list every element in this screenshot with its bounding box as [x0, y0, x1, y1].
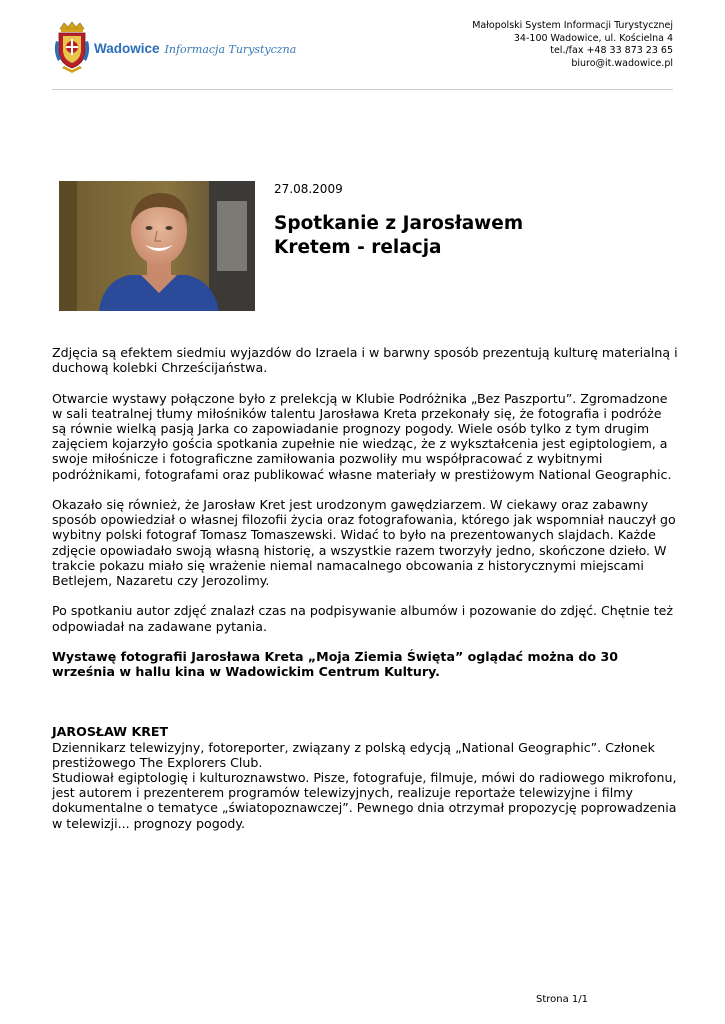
bio-name: JAROSŁAW KRET	[52, 724, 169, 740]
author-bio	[52, 724, 678, 830]
logo[interactable]	[52, 20, 296, 76]
contact-organization: Małopolski System Informacji Turystycznej	[472, 20, 673, 31]
article-photo	[59, 181, 255, 311]
portrait-image	[59, 181, 255, 311]
article-title: Spotkanie z Jarosławem Kretem - relacja	[274, 213, 524, 258]
paragraph: Okazało się również, że Jarosław Kret jest urodzonym gawędziarzem. W ciekawy oraz zabawny sposób opowiedział o własnej filozofii życia oraz fotografowania, którego jak wspomniał nauczył go wybitny polski fotograf Tomasz Tomaszewski. Widać to było na prezentowanych slajdach. Każde zdjęcie opowiadało swoją własną historię, a wszystkie razem tworzyły jedno, skończone dzieło. W trakcie pokazu miało się wrażenie niemal namacalnego obcowania z historycznymi miejscami Betlejem, Nazaretu czy Jerozolimy.	[52, 497, 676, 589]
article-date: 27.08.2009	[274, 182, 343, 196]
page-header	[52, 16, 673, 90]
exhibition-note: Wystawę fotografii Jarosława Kreta „Moja Ziemia Święta” oglądać można do 30 września w hallu kina w Wadowickim Centrum Kultury.	[52, 649, 618, 680]
logo-subtitle: Informacja Turystyczna	[164, 42, 297, 56]
bio-line: Dziennikarz telewizyjny, fotoreporter, związany z polską edycją „National Geographic”. Członek prestiżowego The Explorers Club.	[52, 739, 655, 770]
contact-phone: tel./fax +48 33 873 23 65	[550, 45, 673, 56]
bio-line: Studiował egiptologię i kulturoznawstwo. Pisze, fotografuje, filmuje, mówi do radiowego mikrofonu, jest autorem i prezenterem programów telewizyjnych, realizuje reportaże telewizyjne i filmy dokumentalne o tematyce „światopoznawczej”. Pewnego dnia otrzymał propozycję poprowadzenia w telewizji... prognozy pogody.	[52, 770, 677, 831]
article-body	[52, 345, 678, 831]
paragraph: Po spotkaniu autor zdjęć znalazł czas na podpisywanie albumów i pozowanie do zdjęć. Chętnie też odpowiadał na zadawane pytania.	[52, 603, 674, 634]
paragraph: Zdjęcia są efektem siedmiu wyjazdów do Izraela i w barwny sposób prezentują kulturę materialną i duchową kolebki Chrześcijaństwa.	[52, 345, 678, 376]
contact-address: 34-100 Wadowice, ul. Kościelna 4	[513, 32, 673, 44]
page-number: Strona 1/1	[536, 994, 589, 1005]
contact-email[interactable]: biuro@it.wadowice.pl	[571, 57, 673, 69]
contact-block	[472, 20, 673, 70]
crest-icon	[52, 21, 92, 75]
paragraph: Otwarcie wystawy połączone było z prelekcją w Klubie Podróżnika „Bez Paszportu”. Zgromadzone w sali teatralnej tłumy miłośników talentu Jarosława Kreta przekonały się, że fotografia i podróże są równie wielką pasją Jarka co zapowiadanie prognozy pogody. Wiele osób tylko z tym drugim zajęciem kojarzyło gościa spotkania zupełnie nie wiedząc, że z wykształcenia jest egiptologiem, a swoje miłośnicze i fotograficzne zamiłowania pozwoliły mu współpracować z wybitnymi podróżnikami, fotografami oraz publikować własne materiały w prestiżowym National Geographic.	[52, 390, 672, 482]
logo-name: Wadowice	[94, 40, 160, 56]
